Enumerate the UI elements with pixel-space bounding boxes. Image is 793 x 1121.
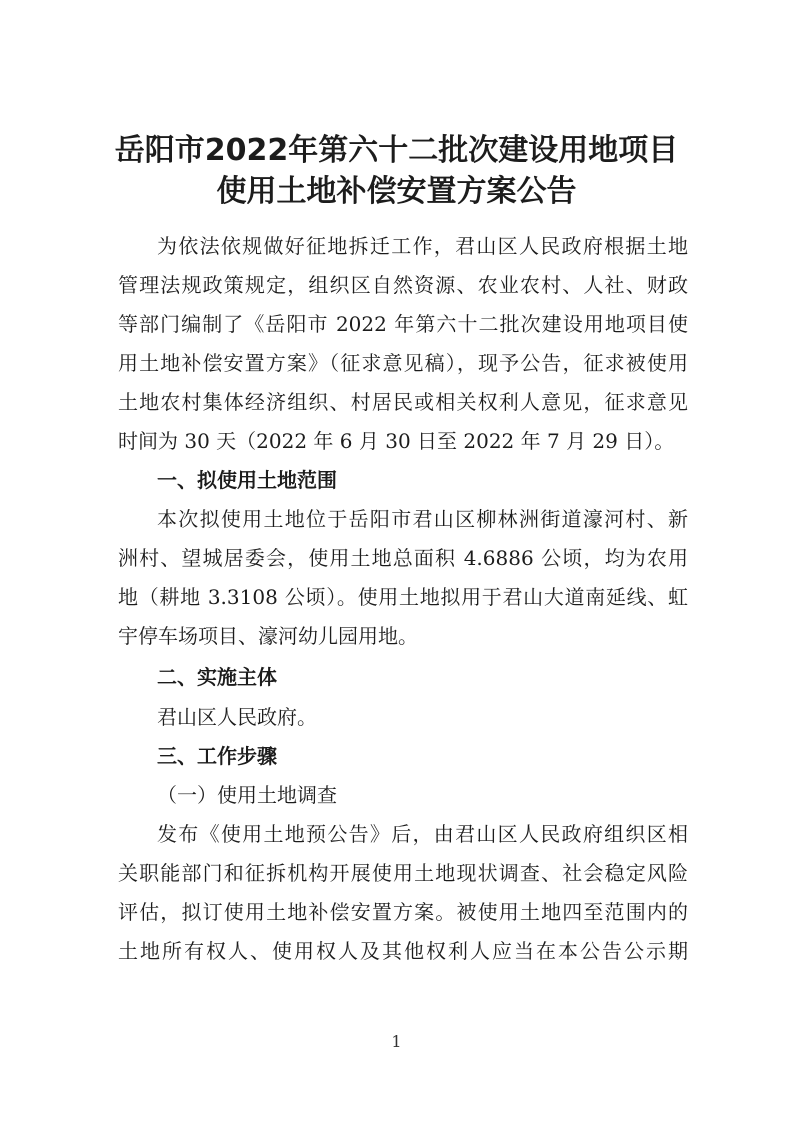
- section-heading-implementer: 二、实施主体: [157, 665, 277, 689]
- intro-line-3: 等部门编制了《岳阳市 2022 年第六十二批次建设用地项目使: [118, 312, 688, 336]
- document-title-line-2: 使用土地补偿安置方案公告: [216, 174, 577, 209]
- intro-line-5: 土地农村集体经济组织、村居民或相关权利人意见，征求意见: [118, 390, 688, 414]
- section2-line-1: 君山区人民政府。: [157, 705, 317, 729]
- document-title-line-1: 岳阳市2022年第六十二批次建设用地项目: [114, 133, 679, 168]
- intro-line-6: 时间为 30 天（2022 年 6 月 30 日至 2022 年 7 月 29 日）。: [118, 429, 675, 453]
- section-heading-work-steps: 三、工作步骤: [157, 744, 277, 768]
- section3-line-4: 土地所有权人、使用权人及其他权利人应当在本公告公示期: [118, 939, 688, 963]
- page-number: 1: [391, 1032, 402, 1051]
- section3-line-2: 关职能部门和征拆机构开展使用土地现状调查、社会稳定风险: [118, 861, 688, 885]
- section1-line-4: 宇停车场项目、濠河幼儿园用地。: [118, 624, 418, 648]
- section1-line-2: 洲村、望城居委会，使用土地总面积 4.6886 公顷，均为农用: [118, 546, 688, 570]
- section-heading-land-scope: 一、拟使用土地范围: [157, 468, 337, 492]
- subsection-heading-land-survey: （一）使用土地调查: [157, 783, 337, 807]
- intro-line-1: 为依法依规做好征地拆迁工作，君山区人民政府根据土地: [157, 234, 688, 258]
- intro-line-4: 用土地补偿安置方案》（征求意见稿），现予公告，征求被使用: [118, 351, 688, 375]
- section3-line-1: 发布《使用土地预公告》后，由君山区人民政府组织区相: [157, 822, 688, 846]
- section1-line-3: 地（耕地 3.3108 公顷）。使用土地拟用于君山大道南延线、虹: [118, 585, 688, 609]
- intro-line-2: 管理法规政策规定，组织区自然资源、农业农村、人社、财政: [118, 273, 688, 297]
- section3-line-3: 评估，拟订使用土地补偿安置方案。被使用土地四至范围内的: [118, 900, 688, 924]
- section1-line-1: 本次拟使用土地位于岳阳市君山区柳林洲街道濠河村、新: [157, 507, 688, 531]
